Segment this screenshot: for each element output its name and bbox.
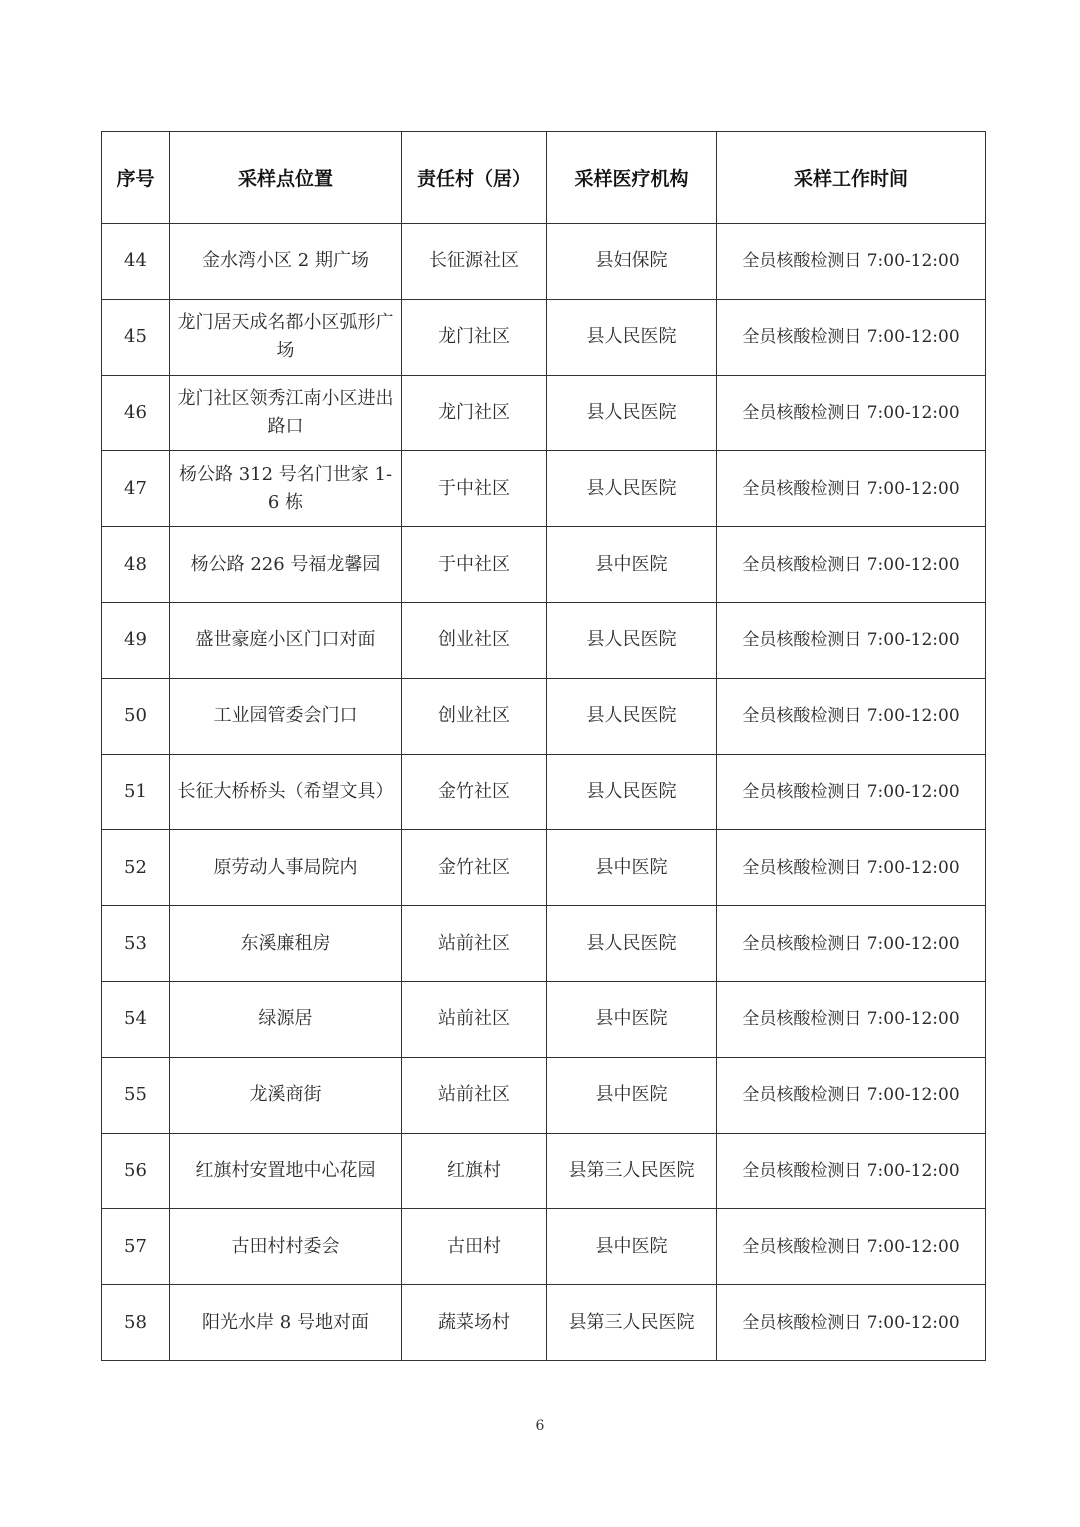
cell-sampling-location: 杨公路 312 号名门世家 1-6 栋 — [170, 451, 402, 527]
cell-working-time: 全员核酸检测日 7:00-12:00 — [717, 1057, 986, 1133]
header-serial-number: 序号 — [102, 132, 170, 224]
cell-serial-number: 53 — [102, 906, 170, 982]
cell-medical-institution: 县中医院 — [547, 1209, 717, 1285]
cell-serial-number: 55 — [102, 1057, 170, 1133]
header-medical-institution: 采样医疗机构 — [547, 132, 717, 224]
cell-working-time: 全员核酸检测日 7:00-12:00 — [717, 1209, 986, 1285]
cell-sampling-location: 盛世豪庭小区门口对面 — [170, 602, 402, 678]
cell-medical-institution: 县人民医院 — [547, 906, 717, 982]
header-working-time: 采样工作时间 — [717, 132, 986, 224]
cell-working-time: 全员核酸检测日 7:00-12:00 — [717, 451, 986, 527]
cell-medical-institution: 县人民医院 — [547, 451, 717, 527]
cell-serial-number: 48 — [102, 527, 170, 603]
table-body — [102, 224, 986, 1361]
cell-serial-number: 54 — [102, 981, 170, 1057]
table-row — [102, 299, 986, 375]
cell-working-time: 全员核酸检测日 7:00-12:00 — [717, 224, 986, 300]
cell-responsible-village: 创业社区 — [402, 602, 547, 678]
cell-sampling-location: 工业园管委会门口 — [170, 678, 402, 754]
page-number: 6 — [535, 1418, 545, 1434]
cell-medical-institution: 县人民医院 — [547, 375, 717, 451]
cell-responsible-village: 站前社区 — [402, 1057, 547, 1133]
cell-sampling-location: 东溪廉租房 — [170, 906, 402, 982]
table-row — [102, 1209, 986, 1285]
cell-responsible-village: 红旗村 — [402, 1133, 547, 1209]
cell-medical-institution: 县人民医院 — [547, 299, 717, 375]
sampling-sites-table — [101, 131, 986, 1361]
table-row — [102, 451, 986, 527]
cell-responsible-village: 金竹社区 — [402, 830, 547, 906]
cell-responsible-village: 长征源社区 — [402, 224, 547, 300]
cell-responsible-village: 站前社区 — [402, 906, 547, 982]
cell-working-time: 全员核酸检测日 7:00-12:00 — [717, 375, 986, 451]
table-row — [102, 1285, 986, 1361]
cell-medical-institution: 县第三人民医院 — [547, 1285, 717, 1361]
cell-sampling-location: 杨公路 226 号福龙馨园 — [170, 527, 402, 603]
cell-medical-institution: 县人民医院 — [547, 754, 717, 830]
cell-serial-number: 45 — [102, 299, 170, 375]
table-row — [102, 678, 986, 754]
cell-serial-number: 50 — [102, 678, 170, 754]
cell-responsible-village: 古田村 — [402, 1209, 547, 1285]
cell-serial-number: 46 — [102, 375, 170, 451]
cell-working-time: 全员核酸检测日 7:00-12:00 — [717, 981, 986, 1057]
header-sampling-location: 采样点位置 — [170, 132, 402, 224]
cell-medical-institution: 县中医院 — [547, 981, 717, 1057]
cell-medical-institution: 县妇保院 — [547, 224, 717, 300]
cell-working-time: 全员核酸检测日 7:00-12:00 — [717, 1133, 986, 1209]
table-row — [102, 754, 986, 830]
cell-serial-number: 57 — [102, 1209, 170, 1285]
cell-sampling-location: 长征大桥桥头（希望文具） — [170, 754, 402, 830]
cell-sampling-location: 金水湾小区 2 期广场 — [170, 224, 402, 300]
cell-medical-institution: 县中医院 — [547, 527, 717, 603]
cell-responsible-village: 龙门社区 — [402, 299, 547, 375]
cell-serial-number: 44 — [102, 224, 170, 300]
cell-working-time: 全员核酸检测日 7:00-12:00 — [717, 754, 986, 830]
cell-responsible-village: 于中社区 — [402, 527, 547, 603]
cell-medical-institution: 县中医院 — [547, 1057, 717, 1133]
cell-sampling-location: 绿源居 — [170, 981, 402, 1057]
cell-responsible-village: 龙门社区 — [402, 375, 547, 451]
table-row — [102, 1057, 986, 1133]
cell-working-time: 全员核酸检测日 7:00-12:00 — [717, 678, 986, 754]
cell-sampling-location: 原劳动人事局院内 — [170, 830, 402, 906]
cell-serial-number: 47 — [102, 451, 170, 527]
table-row — [102, 602, 986, 678]
cell-sampling-location: 龙门社区领秀江南小区进出路口 — [170, 375, 402, 451]
cell-sampling-location: 龙溪商街 — [170, 1057, 402, 1133]
cell-sampling-location: 阳光水岸 8 号地对面 — [170, 1285, 402, 1361]
cell-working-time: 全员核酸检测日 7:00-12:00 — [717, 527, 986, 603]
table-row — [102, 830, 986, 906]
cell-serial-number: 51 — [102, 754, 170, 830]
cell-responsible-village: 创业社区 — [402, 678, 547, 754]
table-row — [102, 224, 986, 300]
cell-medical-institution: 县人民医院 — [547, 678, 717, 754]
cell-responsible-village: 蔬菜场村 — [402, 1285, 547, 1361]
cell-serial-number: 52 — [102, 830, 170, 906]
cell-responsible-village: 于中社区 — [402, 451, 547, 527]
cell-sampling-location: 红旗村安置地中心花园 — [170, 1133, 402, 1209]
cell-working-time: 全员核酸检测日 7:00-12:00 — [717, 830, 986, 906]
cell-medical-institution: 县中医院 — [547, 830, 717, 906]
cell-working-time: 全员核酸检测日 7:00-12:00 — [717, 299, 986, 375]
cell-serial-number: 58 — [102, 1285, 170, 1361]
cell-medical-institution: 县第三人民医院 — [547, 1133, 717, 1209]
table-row — [102, 906, 986, 982]
table-row — [102, 1133, 986, 1209]
cell-working-time: 全员核酸检测日 7:00-12:00 — [717, 906, 986, 982]
header-responsible-village: 责任村（居） — [402, 132, 547, 224]
table-row — [102, 527, 986, 603]
cell-medical-institution: 县人民医院 — [547, 602, 717, 678]
cell-serial-number: 56 — [102, 1133, 170, 1209]
cell-working-time: 全员核酸检测日 7:00-12:00 — [717, 602, 986, 678]
cell-responsible-village: 金竹社区 — [402, 754, 547, 830]
table-row — [102, 981, 986, 1057]
table-header-row — [102, 132, 986, 224]
cell-sampling-location: 龙门居天成名都小区弧形广场 — [170, 299, 402, 375]
cell-working-time: 全员核酸检测日 7:00-12:00 — [717, 1285, 986, 1361]
cell-serial-number: 49 — [102, 602, 170, 678]
cell-sampling-location: 古田村村委会 — [170, 1209, 402, 1285]
cell-responsible-village: 站前社区 — [402, 981, 547, 1057]
table-row — [102, 375, 986, 451]
